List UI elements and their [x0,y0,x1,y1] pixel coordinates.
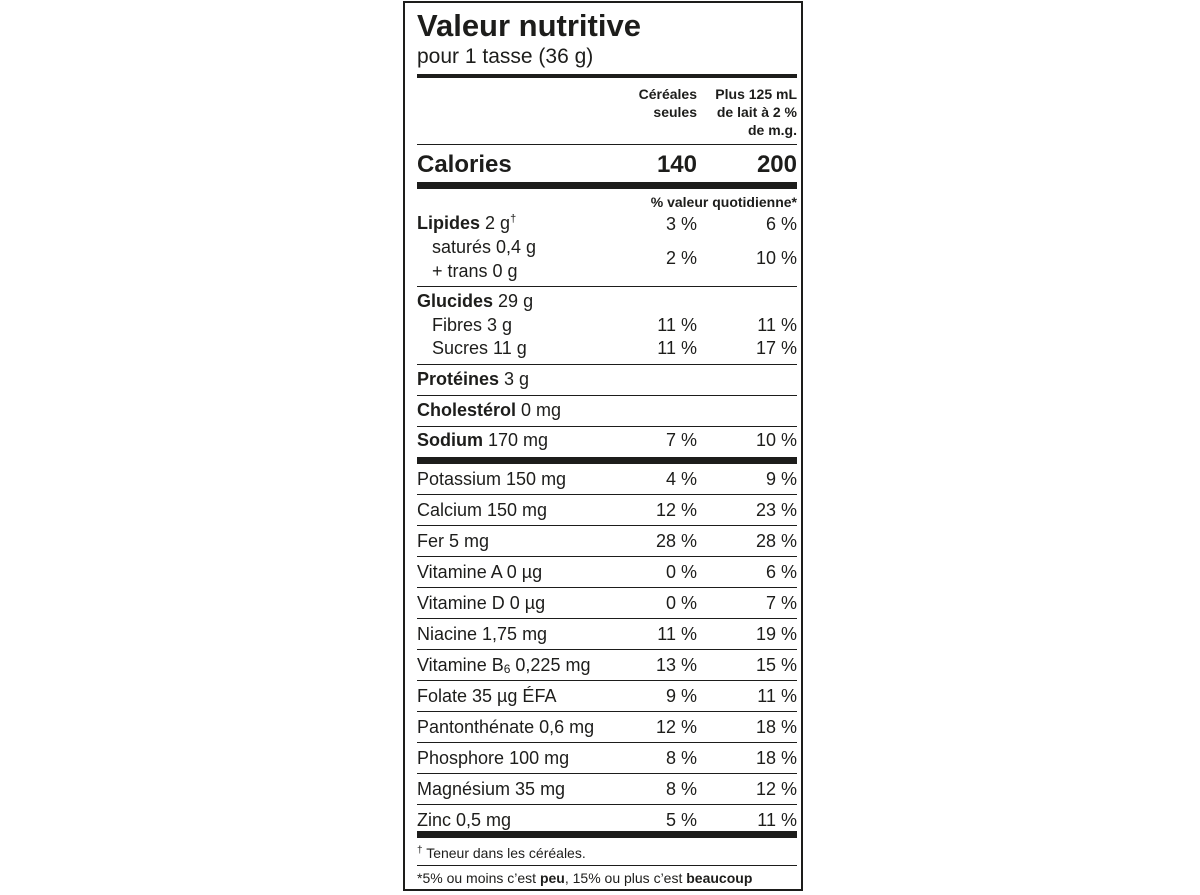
micronutrient-label: Vitamine D 0 µg [417,593,546,613]
protein-row: Protéines 3 g [417,369,530,389]
divider [417,395,797,396]
table-title: Valeur nutritive [417,8,641,43]
fibre-milk-dv: 11 % [757,315,797,335]
divider [417,649,797,650]
divider [417,804,797,805]
daily-value-header: % valeur quotidienne* [650,194,797,210]
micronutrient-milk-dv: 15 % [755,655,797,675]
divider [417,680,797,681]
micronutrient-milk-dv: 19 % [755,624,797,644]
fibre-label: Fibres 3 g [432,315,513,335]
micronutrient-cereal-dv: 28 % [655,531,697,551]
micronutrient-label: Vitamine B6 0,225 mg [417,655,591,676]
micronutrient-milk-dv: 7 % [765,593,797,613]
micronutrient-label: Pantonthénate 0,6 mg [417,717,595,737]
micronutrient-label: Fer 5 mg [417,531,490,551]
micronutrient-cereal-dv: 8 % [665,748,697,768]
footnote-daily-value: *5% ou moins c’est peu, 15% ou plus c’est beaucoup [417,870,753,886]
micronutrient-cereal-dv: 0 % [665,562,697,582]
divider [417,364,797,365]
micronutrient-label: Phosphore 100 mg [417,748,570,768]
micronutrient-cereal-dv: 12 % [655,500,697,520]
divider [417,182,797,189]
micronutrient-cereal-dv: 4 % [665,469,697,489]
sodium-milk-dv: 10 % [755,430,797,450]
micronutrient-cereal-dv: 11 % [657,624,697,644]
micronutrient-milk-dv: 23 % [755,500,797,520]
micronutrient-milk-dv: 6 % [765,562,797,582]
column-header-cereal: Céréales seules [638,86,697,120]
micronutrient-label: Magnésium 35 mg [417,779,566,799]
sugars-label: Sucres 11 g [432,338,527,358]
saturated-fat-label: saturés 0,4 g [432,237,537,257]
fat-row: Lipides 2 g† [417,213,517,233]
divider [417,457,797,464]
micronutrient-cereal-dv: 12 % [655,717,697,737]
calories-cereal-value: 140 [656,151,697,178]
divider [417,773,797,774]
micronutrient-milk-dv: 28 % [755,531,797,551]
calories-label: Calories [417,151,512,178]
sodium-cereal-dv: 7 % [665,430,697,450]
nutrition-facts-table [403,1,803,891]
fat-cereal-dv: 3 % [665,214,697,234]
divider [417,831,797,838]
micronutrient-milk-dv: 11 % [757,810,797,830]
divider [417,426,797,427]
divider [417,742,797,743]
column-header-with-milk: Plus 125 mL de lait à 2 % de m.g. [715,86,797,138]
micronutrient-label: Calcium 150 mg [417,500,548,520]
micronutrient-milk-dv: 9 % [765,469,797,489]
saturated-cereal-dv: 2 % [665,248,697,268]
micronutrient-milk-dv: 18 % [755,717,797,737]
divider [417,556,797,557]
micronutrient-cereal-dv: 5 % [665,810,697,830]
sugars-milk-dv: 17 % [755,338,797,358]
fat-milk-dv: 6 % [765,214,797,234]
divider [417,618,797,619]
micronutrient-cereal-dv: 0 % [665,593,697,613]
divider [417,711,797,712]
footnote-dagger: † Teneur dans les céréales. [417,845,586,861]
micronutrient-milk-dv: 18 % [755,748,797,768]
divider [417,74,797,78]
micronutrient-label: Folate 35 µg ÉFA [417,686,557,706]
divider [417,525,797,526]
micronutrient-label: Vitamine A 0 µg [417,562,543,582]
micronutrient-label: Potassium 150 mg [417,469,567,489]
cholesterol-row: Cholestérol 0 mg [417,400,562,420]
carbohydrate-row: Glucides 29 g [417,291,534,311]
divider [417,587,797,588]
micronutrient-label: Zinc 0,5 mg [417,810,512,830]
calories-milk-value: 200 [756,151,797,178]
fibre-cereal-dv: 11 % [657,315,697,335]
micronutrient-milk-dv: 12 % [755,779,797,799]
saturated-milk-dv: 10 % [755,248,797,268]
micronutrient-cereal-dv: 8 % [665,779,697,799]
micronutrient-label: Niacine 1,75 mg [417,624,548,644]
serving-size: pour 1 tasse (36 g) [417,45,594,68]
trans-fat-label: + trans 0 g [432,261,518,281]
sugars-cereal-dv: 11 % [657,338,697,358]
divider [417,865,797,866]
divider [417,144,797,145]
divider [417,286,797,287]
divider [417,494,797,495]
micronutrient-milk-dv: 11 % [757,686,797,706]
micronutrient-cereal-dv: 13 % [655,655,697,675]
sodium-row: Sodium 170 mg [417,430,549,450]
micronutrient-cereal-dv: 9 % [665,686,697,706]
